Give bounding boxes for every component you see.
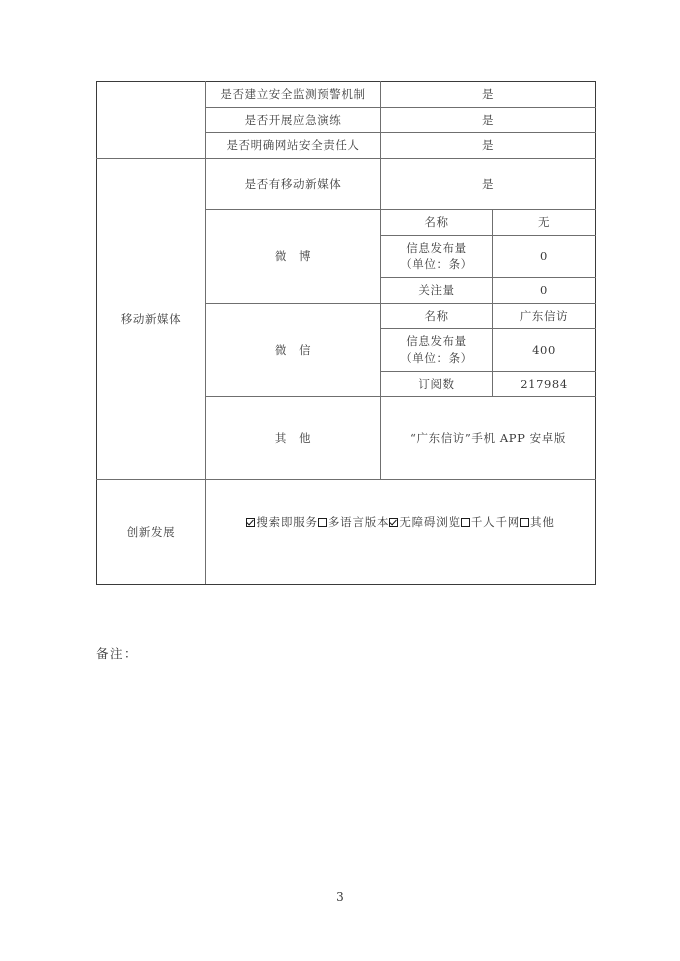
weibo-field-name-0: 名称 bbox=[381, 210, 493, 236]
weixin-field-name-2: 订阅数 bbox=[381, 371, 493, 397]
checkbox-option-search-service[interactable] bbox=[246, 514, 318, 531]
weixin-field-name-1-line1: 信息发布量 bbox=[406, 334, 467, 349]
weibo-field-name-1-line1: 信息发布量 bbox=[406, 240, 467, 255]
other-media-label: 其 他 bbox=[206, 397, 381, 480]
weixin-field-value-1: 400 bbox=[493, 329, 596, 371]
security-answer-2: 是 bbox=[381, 133, 596, 159]
security-category-cell bbox=[97, 82, 206, 159]
innovation-options-cell bbox=[206, 480, 596, 585]
checkbox-unchecked-icon[interactable] bbox=[520, 518, 529, 527]
security-question-0: 是否建立安全监测预警机制 bbox=[206, 82, 381, 108]
security-question-2: 是否明确网站安全责任人 bbox=[206, 133, 381, 159]
checkbox-option-other[interactable] bbox=[520, 514, 555, 531]
weibo-field-value-0: 无 bbox=[493, 210, 596, 236]
checkbox-unchecked-icon[interactable] bbox=[318, 518, 327, 527]
has-mobile-media-question: 是否有移动新媒体 bbox=[206, 159, 381, 210]
weibo-field-name-2: 关注量 bbox=[381, 278, 493, 304]
weixin-field-name-1 bbox=[381, 329, 493, 371]
checkbox-label-1: 多语言版本 bbox=[327, 515, 390, 530]
mobile-media-category-label: 移动新媒体 bbox=[97, 159, 206, 480]
security-answer-0: 是 bbox=[381, 82, 596, 108]
security-question-1: 是否开展应急演练 bbox=[206, 107, 381, 133]
weixin-label: 微 信 bbox=[206, 303, 381, 397]
checkbox-label-2: 无障碍浏览 bbox=[399, 515, 461, 530]
website-report-table bbox=[96, 81, 596, 585]
checkbox-option-multilingual[interactable] bbox=[318, 514, 390, 531]
checkbox-label-3: 千人千网 bbox=[470, 515, 521, 530]
weibo-field-name-1 bbox=[381, 235, 493, 277]
innovation-category-label: 创新发展 bbox=[97, 480, 206, 585]
checkbox-label-4: 其他 bbox=[530, 515, 555, 530]
weixin-field-value-0: 广东信访 bbox=[493, 303, 596, 329]
innovation-checkbox-group bbox=[209, 512, 592, 553]
checkbox-option-accessibility[interactable] bbox=[389, 514, 461, 531]
security-answer-1: 是 bbox=[381, 107, 596, 133]
checkbox-option-personalization[interactable] bbox=[461, 514, 520, 531]
table-row bbox=[97, 82, 596, 108]
weixin-field-value-2: 217984 bbox=[493, 371, 596, 397]
weibo-field-name-1-line2: （单位：条） bbox=[400, 257, 473, 272]
table-row bbox=[97, 480, 596, 585]
checkbox-unchecked-icon[interactable] bbox=[461, 518, 470, 527]
weixin-field-name-1-line2: （单位：条） bbox=[400, 351, 473, 366]
other-media-value: “广东信访”手机 APP 安卓版 bbox=[381, 397, 596, 480]
checkbox-checked-icon[interactable] bbox=[389, 518, 398, 527]
page-number: 3 bbox=[336, 890, 344, 904]
weibo-field-value-1: 0 bbox=[493, 235, 596, 277]
remark-label: 备注： bbox=[96, 646, 139, 661]
weibo-field-value-2: 0 bbox=[493, 278, 596, 304]
table-row bbox=[97, 159, 596, 210]
weixin-field-name-0: 名称 bbox=[381, 303, 493, 329]
has-mobile-media-answer: 是 bbox=[381, 159, 596, 210]
checkbox-checked-icon[interactable] bbox=[246, 518, 255, 527]
weibo-label: 微 博 bbox=[206, 210, 381, 304]
checkbox-label-0: 搜索即服务 bbox=[256, 515, 318, 530]
